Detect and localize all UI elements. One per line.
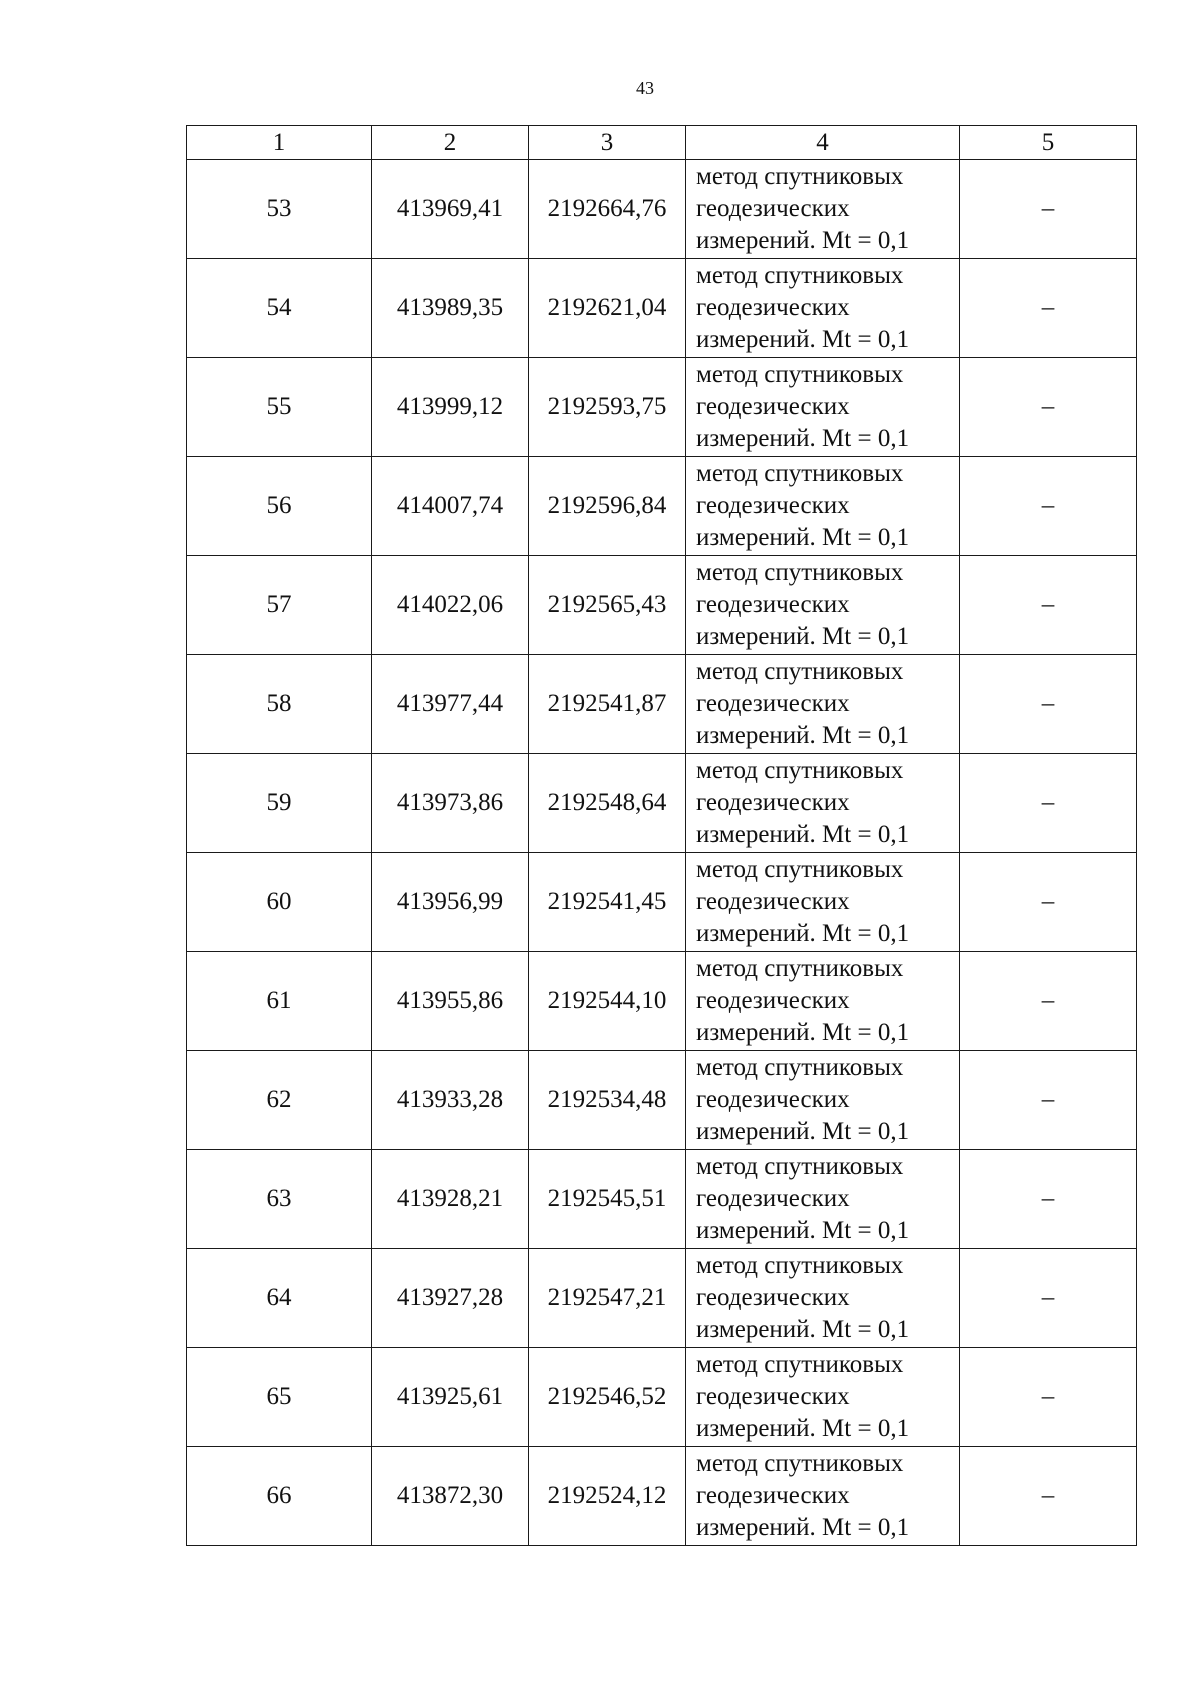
x-coordinate-cell: 414007,74 xyxy=(372,457,529,556)
y-coordinate-cell: 2192534,48 xyxy=(529,1051,686,1150)
method-line: измерений. Mt = 0,1 xyxy=(696,1217,910,1244)
point-number-cell: 58 xyxy=(187,655,372,754)
method-line: геодезических xyxy=(696,888,850,915)
point-number-cell: 64 xyxy=(187,1249,372,1348)
method-line: геодезических xyxy=(696,789,850,816)
column-header-2: 2 xyxy=(372,126,529,160)
method-cell xyxy=(686,655,960,754)
method-line: метод спутниковых xyxy=(696,460,904,487)
note-cell: – xyxy=(960,1348,1137,1447)
method-line: измерений. Mt = 0,1 xyxy=(696,1118,910,1145)
table-row xyxy=(187,556,1137,655)
method-line: метод спутниковых xyxy=(696,1054,904,1081)
x-coordinate-cell: 413973,86 xyxy=(372,754,529,853)
method-line: метод спутниковых xyxy=(696,757,904,784)
note-cell: – xyxy=(960,853,1137,952)
method-line: метод спутниковых xyxy=(696,1153,904,1180)
y-coordinate-cell: 2192541,87 xyxy=(529,655,686,754)
point-number-cell: 61 xyxy=(187,952,372,1051)
table-row xyxy=(187,160,1137,259)
table-row xyxy=(187,952,1137,1051)
method-line: геодезических xyxy=(696,393,850,420)
y-coordinate-cell: 2192621,04 xyxy=(529,259,686,358)
y-coordinate-cell: 2192547,21 xyxy=(529,1249,686,1348)
table-row xyxy=(187,1249,1137,1348)
table-row xyxy=(187,1348,1137,1447)
method-cell xyxy=(686,952,960,1051)
y-coordinate-cell: 2192545,51 xyxy=(529,1150,686,1249)
note-cell: – xyxy=(960,1051,1137,1150)
method-line: геодезических xyxy=(696,1086,850,1113)
point-number-cell: 60 xyxy=(187,853,372,952)
method-line: измерений. Mt = 0,1 xyxy=(696,1019,910,1046)
method-cell xyxy=(686,358,960,457)
y-coordinate-cell: 2192548,64 xyxy=(529,754,686,853)
point-number-cell: 55 xyxy=(187,358,372,457)
method-line: метод спутниковых xyxy=(696,559,904,586)
note-cell: – xyxy=(960,655,1137,754)
x-coordinate-cell: 413927,28 xyxy=(372,1249,529,1348)
table-row xyxy=(187,1051,1137,1150)
method-line: измерений. Mt = 0,1 xyxy=(696,326,910,353)
note-cell: – xyxy=(960,160,1137,259)
note-cell: – xyxy=(960,358,1137,457)
x-coordinate-cell: 413969,41 xyxy=(372,160,529,259)
table-row xyxy=(187,655,1137,754)
method-line: геодезических xyxy=(696,492,850,519)
method-cell xyxy=(686,853,960,952)
method-cell xyxy=(686,754,960,853)
method-cell xyxy=(686,259,960,358)
page-number: 43 xyxy=(636,78,654,98)
method-line: измерений. Mt = 0,1 xyxy=(696,722,910,749)
method-line: измерений. Mt = 0,1 xyxy=(696,623,910,650)
y-coordinate-cell: 2192544,10 xyxy=(529,952,686,1051)
y-coordinate-cell: 2192596,84 xyxy=(529,457,686,556)
method-line: метод спутниковых xyxy=(696,361,904,388)
method-line: геодезических xyxy=(696,591,850,618)
note-cell: – xyxy=(960,259,1137,358)
column-header-3: 3 xyxy=(529,126,686,160)
method-line: метод спутниковых xyxy=(696,1450,904,1477)
table-row xyxy=(187,754,1137,853)
method-line: метод спутниковых xyxy=(696,163,904,190)
point-number-cell: 54 xyxy=(187,259,372,358)
method-line: геодезических xyxy=(696,1284,850,1311)
x-coordinate-cell: 413872,30 xyxy=(372,1447,529,1546)
method-cell xyxy=(686,1249,960,1348)
point-number-cell: 65 xyxy=(187,1348,372,1447)
method-line: измерений. Mt = 0,1 xyxy=(696,227,910,254)
note-cell: – xyxy=(960,754,1137,853)
method-line: геодезических xyxy=(696,1383,850,1410)
x-coordinate-cell: 413999,12 xyxy=(372,358,529,457)
y-coordinate-cell: 2192565,43 xyxy=(529,556,686,655)
method-line: метод спутниковых xyxy=(696,1351,904,1378)
method-line: геодезических xyxy=(696,987,850,1014)
method-line: измерений. Mt = 0,1 xyxy=(696,524,910,551)
point-number-cell: 53 xyxy=(187,160,372,259)
method-line: метод спутниковых xyxy=(696,856,904,883)
x-coordinate-cell: 413928,21 xyxy=(372,1150,529,1249)
y-coordinate-cell: 2192664,76 xyxy=(529,160,686,259)
x-coordinate-cell: 413989,35 xyxy=(372,259,529,358)
method-line: метод спутниковых xyxy=(696,262,904,289)
method-line: геодезических xyxy=(696,690,850,717)
y-coordinate-cell: 2192524,12 xyxy=(529,1447,686,1546)
x-coordinate-cell: 414022,06 xyxy=(372,556,529,655)
method-line: метод спутниковых xyxy=(696,1252,904,1279)
table-row xyxy=(187,358,1137,457)
method-line: геодезических xyxy=(696,294,850,321)
note-cell: – xyxy=(960,1447,1137,1546)
method-line: геодезических xyxy=(696,195,850,222)
point-number-cell: 66 xyxy=(187,1447,372,1546)
note-cell: – xyxy=(960,952,1137,1051)
point-number-cell: 56 xyxy=(187,457,372,556)
table-row xyxy=(187,457,1137,556)
point-number-cell: 57 xyxy=(187,556,372,655)
column-header-1: 1 xyxy=(187,126,372,160)
table-row xyxy=(187,853,1137,952)
method-line: геодезических xyxy=(696,1482,850,1509)
method-cell xyxy=(686,457,960,556)
method-cell xyxy=(686,1051,960,1150)
method-line: метод спутниковых xyxy=(696,658,904,685)
column-header-4: 4 xyxy=(686,126,960,160)
table-row xyxy=(187,259,1137,358)
x-coordinate-cell: 413977,44 xyxy=(372,655,529,754)
y-coordinate-cell: 2192541,45 xyxy=(529,853,686,952)
column-header-5: 5 xyxy=(960,126,1137,160)
method-cell xyxy=(686,1150,960,1249)
note-cell: – xyxy=(960,556,1137,655)
note-cell: – xyxy=(960,1150,1137,1249)
point-number-cell: 63 xyxy=(187,1150,372,1249)
table-header-row xyxy=(187,126,1137,160)
y-coordinate-cell: 2192593,75 xyxy=(529,358,686,457)
method-cell xyxy=(686,556,960,655)
x-coordinate-cell: 413955,86 xyxy=(372,952,529,1051)
x-coordinate-cell: 413933,28 xyxy=(372,1051,529,1150)
method-line: измерений. Mt = 0,1 xyxy=(696,425,910,452)
method-line: геодезических xyxy=(696,1185,850,1212)
table-row xyxy=(187,1150,1137,1249)
method-line: измерений. Mt = 0,1 xyxy=(696,821,910,848)
x-coordinate-cell: 413925,61 xyxy=(372,1348,529,1447)
method-line: измерений. Mt = 0,1 xyxy=(696,920,910,947)
note-cell: – xyxy=(960,1249,1137,1348)
method-line: измерений. Mt = 0,1 xyxy=(696,1514,910,1541)
method-cell xyxy=(686,160,960,259)
method-line: метод спутниковых xyxy=(696,955,904,982)
method-line: измерений. Mt = 0,1 xyxy=(696,1415,910,1442)
method-line: измерений. Mt = 0,1 xyxy=(696,1316,910,1343)
table-body xyxy=(187,160,1137,1546)
x-coordinate-cell: 413956,99 xyxy=(372,853,529,952)
method-cell xyxy=(686,1447,960,1546)
note-cell: – xyxy=(960,457,1137,556)
y-coordinate-cell: 2192546,52 xyxy=(529,1348,686,1447)
coordinates-table xyxy=(186,125,1137,1546)
point-number-cell: 59 xyxy=(187,754,372,853)
point-number-cell: 62 xyxy=(187,1051,372,1150)
table-row xyxy=(187,1447,1137,1546)
method-cell xyxy=(686,1348,960,1447)
